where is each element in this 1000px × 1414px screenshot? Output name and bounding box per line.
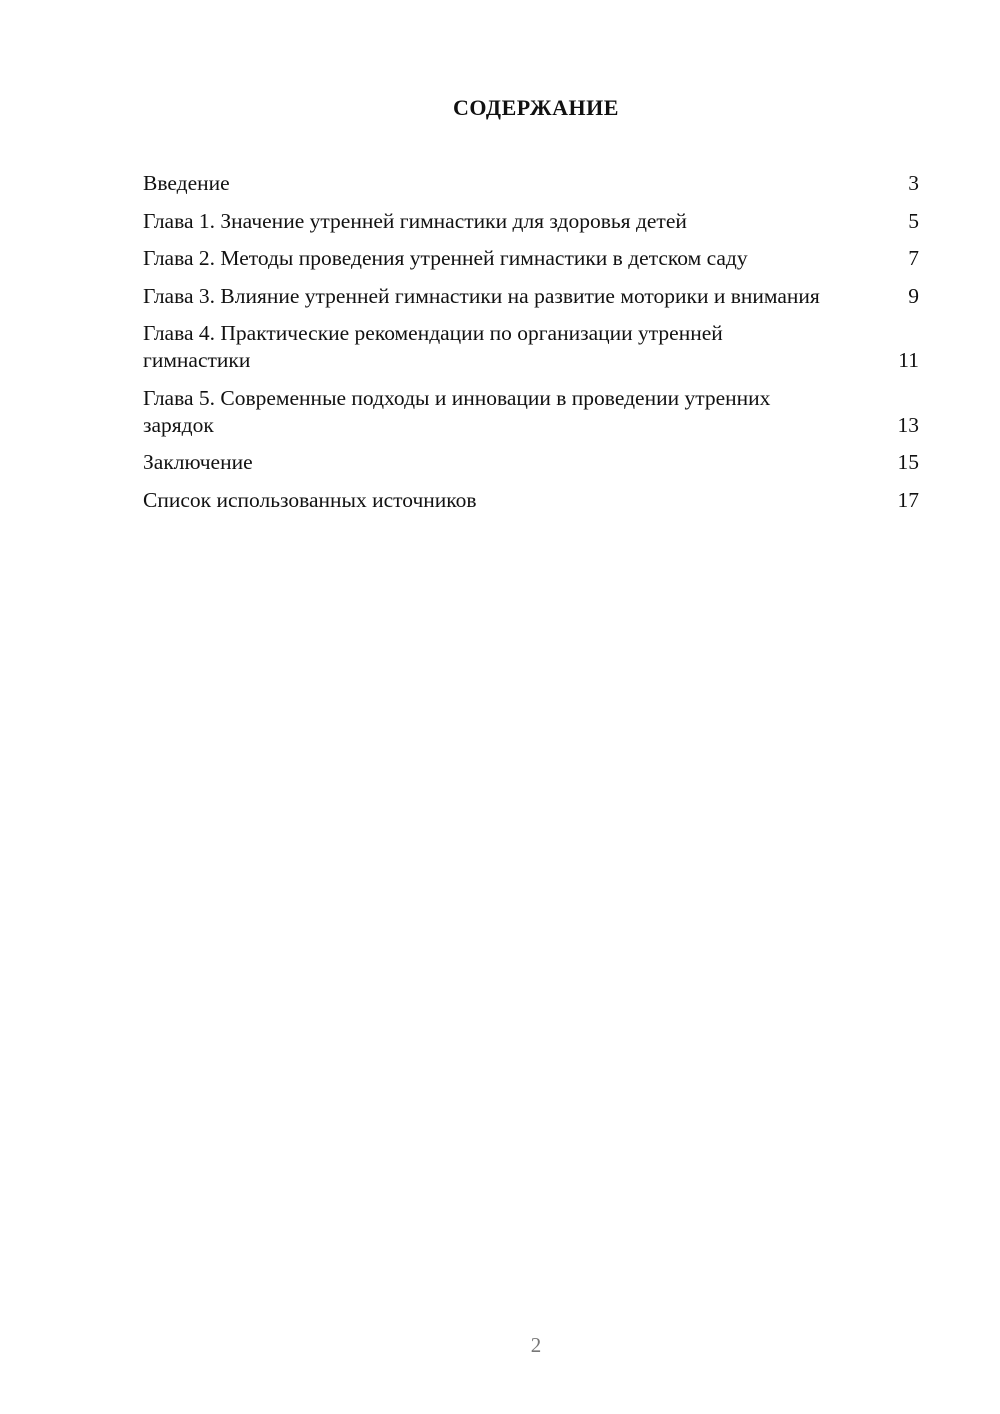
page-number: 2	[530, 1333, 542, 1357]
toc-entry-text: Глава 5. Современные подходы и инновации в проведении утренних зарядок	[143, 385, 771, 437]
toc-entry-chapter-5	[143, 385, 919, 439]
toc-entry-text: Введение	[143, 171, 230, 195]
toc-entry-references	[143, 487, 919, 514]
toc-entry-page: 9	[908, 283, 919, 308]
toc-entry-chapter-1	[143, 208, 919, 235]
toc-entry-text: Глава 4. Практические рекомендации по организации утренней гимнастики	[143, 321, 723, 372]
toc-entry-page: 3	[908, 171, 919, 195]
toc-entry-text: Заключение	[143, 450, 253, 474]
toc-entry-page: 11	[898, 348, 919, 372]
toc-entry-page: 17	[897, 487, 919, 512]
toc-entry-chapter-2	[143, 245, 919, 272]
table-of-contents	[143, 170, 919, 524]
toc-entry-chapter-3	[143, 283, 919, 310]
page-title: СОДЕРЖАНИЕ	[453, 95, 619, 120]
toc-entry-text: Глава 1. Значение утренней гимнастики для здоровья детей	[143, 208, 687, 233]
toc-entry-introduction	[143, 170, 919, 197]
toc-entry-text: Список использованных источников	[143, 487, 477, 512]
toc-entry-page: 5	[908, 208, 919, 233]
toc-entry-text: Глава 3. Влияние утренней гимнастики на развитие моторики и внимания	[143, 283, 820, 308]
toc-entry-page: 15	[897, 450, 919, 474]
toc-entry-conclusion	[143, 449, 919, 476]
toc-entry-page: 13	[897, 412, 919, 437]
toc-entry-page: 7	[908, 246, 919, 270]
toc-entry-text: Глава 2. Методы проведения утренней гимнастики в детском саду	[143, 246, 748, 270]
toc-entry-chapter-4	[143, 320, 919, 374]
